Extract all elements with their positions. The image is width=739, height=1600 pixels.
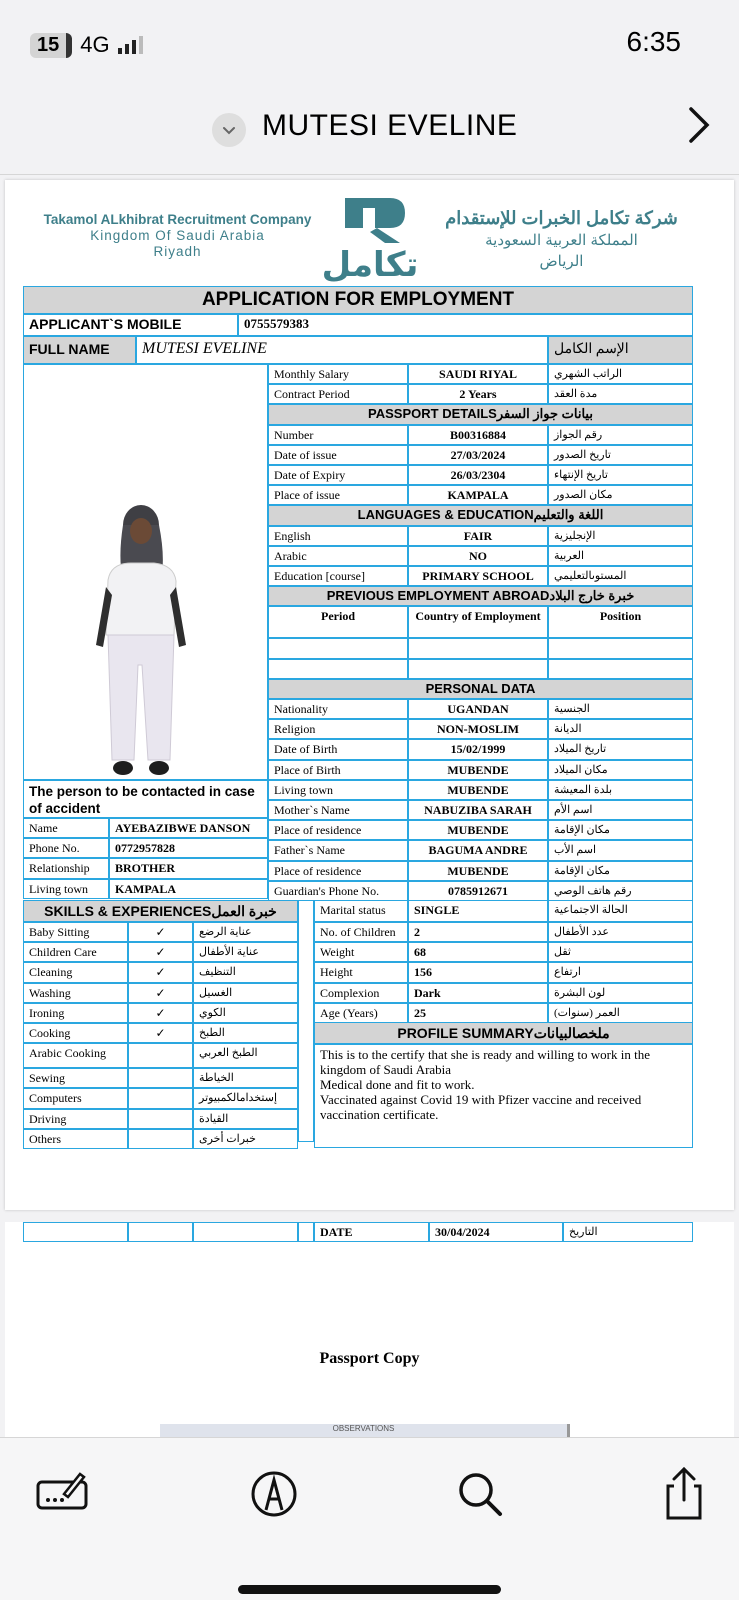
date-row-blank-1 — [23, 1222, 128, 1242]
search-icon — [452, 1466, 508, 1522]
misc-value: 25 — [408, 1003, 548, 1023]
personal-label: Nationality — [268, 699, 408, 719]
prev-empty-cell — [548, 638, 693, 658]
skill-check-icon — [128, 1068, 193, 1088]
skill-label: Computers — [23, 1088, 128, 1108]
misc-value: Dark — [408, 983, 548, 1003]
personal-value: MUBENDE — [408, 780, 548, 800]
skill-check-icon: ✓ — [128, 942, 193, 962]
date-ar: التاريخ — [563, 1222, 693, 1242]
fullname-label: FULL NAME — [23, 336, 136, 364]
skills-gap-column — [298, 900, 314, 1142]
prev-empty-cell — [268, 638, 408, 658]
skill-ar: خبرات أخرى — [193, 1129, 298, 1149]
personal-label: Place of Birth — [268, 760, 408, 780]
city-ar: الرياض — [539, 253, 584, 270]
skill-ar: الكوي — [193, 1003, 298, 1023]
date-label: DATE — [314, 1222, 429, 1242]
misc-value: 68 — [408, 942, 548, 962]
skill-label: Washing — [23, 983, 128, 1003]
personal-ar: اسم الأب — [548, 840, 693, 860]
status-bar — [0, 0, 739, 90]
personal-ar: الجنسية — [548, 699, 693, 719]
contact-header: The person to be contacted in case of accident — [23, 780, 268, 818]
skill-check-icon — [128, 1043, 193, 1068]
personal-ar: مكان الإقامة — [548, 861, 693, 881]
misc-label: No. of Children — [314, 922, 408, 942]
passport-scan-top — [160, 1424, 570, 1437]
passport-header: PASSPORT DETAILSبيانات جواز السفر — [268, 404, 693, 424]
passport-value: KAMPALA — [408, 485, 548, 505]
contact-label: Living town — [23, 879, 109, 899]
skill-label: Arabic Cooking — [23, 1043, 128, 1068]
pen-circle-icon — [246, 1466, 302, 1522]
contact-label: Relationship — [23, 858, 109, 878]
passport-label: Date of issue — [268, 445, 408, 465]
passport-ar: تاريخ الصدور — [548, 445, 693, 465]
skill-check-icon — [128, 1129, 193, 1149]
search-button[interactable] — [452, 1466, 508, 1522]
personal-label: Mother`s Name — [268, 800, 408, 820]
skill-check-icon: ✓ — [128, 1003, 193, 1023]
top-label: Contract Period — [268, 384, 408, 404]
mobile-label: APPLICANT`S MOBILE — [23, 314, 238, 336]
misc-ar: ثقل — [548, 942, 693, 962]
prev-empty-cell — [408, 659, 548, 679]
next-document-button[interactable] — [685, 101, 713, 156]
prev-empty-cell — [548, 659, 693, 679]
markup-button[interactable] — [34, 1466, 90, 1522]
status-left — [30, 32, 143, 58]
skill-label: Sewing — [23, 1068, 128, 1088]
form-title: APPLICATION FOR EMPLOYMENT — [23, 286, 693, 314]
personal-value: MUBENDE — [408, 861, 548, 881]
passport-ar: رقم الجواز — [548, 425, 693, 445]
languages-header: LANGUAGES & EDUCATIONاللغة والتعليم — [268, 505, 693, 525]
lang-ar: المستوىالتعليمي — [548, 566, 693, 586]
network-type: 4G — [80, 32, 110, 57]
company-name-en: Takamol ALkhibrat Recruitment Company — [43, 212, 312, 227]
skill-label: Cooking — [23, 1023, 128, 1043]
skill-check-icon — [128, 1088, 193, 1108]
personal-value: BAGUMA ANDRE — [408, 840, 548, 860]
passport-value: 26/03/2304 — [408, 465, 548, 485]
passport-label: Date of Expiry — [268, 465, 408, 485]
previous-employment-header: PREVIOUS EMPLOYMENT ABROADخبرة خارج البلاد — [268, 586, 693, 606]
document-page-2 — [5, 1222, 734, 1437]
contact-label: Phone No. — [23, 838, 109, 858]
skill-check-icon — [128, 1109, 193, 1129]
skill-label: Children Care — [23, 942, 128, 962]
misc-ar: عدد الأطفال — [548, 922, 693, 942]
title-menu-button[interactable] — [212, 113, 246, 147]
skill-check-icon: ✓ — [128, 922, 193, 942]
company-name-ar: شركة تكامل الخبرات للإستقدام — [445, 208, 678, 228]
top-ar: الراتب الشهري — [548, 364, 693, 384]
share-button[interactable] — [656, 1466, 712, 1522]
battery-indicator: 15 — [30, 33, 72, 58]
prev-col-country: Country of Employment — [408, 606, 548, 638]
personal-label: Guardian's Phone No. — [268, 881, 408, 901]
date-value: 30/04/2024 — [429, 1222, 563, 1242]
prev-empty-cell — [408, 638, 548, 658]
personal-value: UGANDAN — [408, 699, 548, 719]
skill-ar: التنظيف — [193, 962, 298, 982]
lang-label: English — [268, 526, 408, 546]
skill-ar: إستخدامالكمبيوتر — [193, 1088, 298, 1108]
signal-bars-icon — [118, 36, 143, 54]
bottom-toolbar — [0, 1437, 739, 1600]
personal-label: Place of residence — [268, 820, 408, 840]
misc-label: Marital status — [314, 900, 408, 922]
skill-ar: عناية الأطفال — [193, 942, 298, 962]
nav-bar — [0, 95, 739, 175]
passport-label: Place of issue — [268, 485, 408, 505]
skill-check-icon: ✓ — [128, 962, 193, 982]
skill-label: Cleaning — [23, 962, 128, 982]
passport-value: B00316884 — [408, 425, 548, 445]
prev-empty-cell — [268, 659, 408, 679]
misc-value: SINGLE — [408, 900, 548, 922]
misc-label: Weight — [314, 942, 408, 962]
personal-ar: تاريخ الميلاد — [548, 739, 693, 759]
document-title[interactable]: MUTESI EVELINE — [262, 109, 518, 142]
misc-ar: ارتفاع — [548, 962, 693, 982]
share-icon — [656, 1466, 712, 1522]
lang-label: Arabic — [268, 546, 408, 566]
passport-value: 27/03/2024 — [408, 445, 548, 465]
misc-ar: لون البشرة — [548, 983, 693, 1003]
lang-ar: الإنجليزية — [548, 526, 693, 546]
skill-label: Ironing — [23, 1003, 128, 1023]
personal-value: NABUZIBA SARAH — [408, 800, 548, 820]
personal-label: Living town — [268, 780, 408, 800]
top-ar: مدة العقد — [548, 384, 693, 404]
country-ar: المملكة العربية السعودية — [485, 232, 638, 249]
misc-value: 2 — [408, 922, 548, 942]
top-value: 2 Years — [408, 384, 548, 404]
personal-ar: الديانة — [548, 719, 693, 739]
observations-label: OBSERVATIONS — [332, 1424, 395, 1433]
misc-value: 156 — [408, 962, 548, 982]
skill-ar: الطبخ العربي — [193, 1043, 298, 1068]
skill-ar: الخياطة — [193, 1068, 298, 1088]
lang-value: FAIR — [408, 526, 548, 546]
fullname-value: MUTESI EVELINE — [136, 336, 548, 364]
lang-value: NO — [408, 546, 548, 566]
date-row-blank-2 — [128, 1222, 193, 1242]
contact-label: Name — [23, 818, 109, 838]
lang-label: Education [course] — [268, 566, 408, 586]
misc-label: Age (Years) — [314, 1003, 408, 1023]
city-en: Riyadh — [153, 244, 202, 259]
chevron-right-icon — [685, 101, 713, 145]
personal-value: MUBENDE — [408, 760, 548, 780]
skill-check-icon: ✓ — [128, 1023, 193, 1043]
personal-ar: مكان الميلاد — [548, 760, 693, 780]
personal-ar: رقم هاتف الوصي — [548, 881, 693, 901]
personal-data-header: PERSONAL DATA — [268, 679, 693, 699]
fullname-ar: الإسم الكامل — [548, 336, 693, 364]
annotate-button[interactable] — [246, 1466, 302, 1522]
country-en: Kingdom Of Saudi Arabia — [90, 228, 265, 243]
top-value: SAUDI RIYAL — [408, 364, 548, 384]
contact-value: BROTHER — [109, 858, 268, 878]
profile-header: PROFILE SUMMARYملخصالبيانات — [314, 1022, 693, 1044]
skill-label: Others — [23, 1129, 128, 1149]
applicant-photo — [86, 485, 196, 780]
contact-value: 0772957828 — [109, 838, 268, 858]
contact-value: KAMPALA — [109, 879, 268, 899]
mobile-value: 0755579383 — [238, 314, 693, 336]
skill-ar: القيادة — [193, 1109, 298, 1129]
photo-frame — [23, 364, 268, 780]
passport-ar: تاريخ الإنتهاء — [548, 465, 693, 485]
personal-label: Religion — [268, 719, 408, 739]
company-logo — [315, 188, 425, 283]
personal-value: 15/02/1999 — [408, 739, 548, 759]
application-form — [23, 286, 713, 1192]
personal-value: NON-MOSLIM — [408, 719, 548, 739]
svg-text:تكامل: تكامل — [321, 245, 419, 283]
personal-ar: اسم الأم — [548, 800, 693, 820]
status-time: 6:35 — [626, 26, 681, 57]
chevron-down-icon — [221, 122, 237, 138]
markup-icon — [34, 1466, 90, 1522]
passport-copy-title: Passport Copy — [319, 1350, 420, 1367]
misc-label: Height — [314, 962, 408, 982]
letterhead-english — [35, 212, 320, 260]
top-label: Monthly Salary — [268, 364, 408, 384]
skill-ar: عناية الرضع — [193, 922, 298, 942]
skill-ar: الغسيل — [193, 983, 298, 1003]
letterhead-arabic — [419, 206, 704, 272]
personal-ar: مكان الإقامة — [548, 820, 693, 840]
date-row-blank-3 — [193, 1222, 298, 1242]
contact-value: AYEBAZIBWE DANSON — [109, 818, 268, 838]
document-page-1 — [5, 180, 734, 1210]
profile-summary: This is to the certify that she is ready and willing to work in the kingdom of Saudi Arabia Medical done and fit to work. Vaccinated against Covid 19 with Pfizer vaccine and received vaccination certificate. — [314, 1044, 693, 1148]
skill-label: Driving — [23, 1109, 128, 1129]
skill-label: Baby Sitting — [23, 922, 128, 942]
date-row-blank-4 — [298, 1222, 314, 1242]
personal-label: Date of Birth — [268, 739, 408, 759]
skills-header: SKILLS & EXPERIENCESخبرة العمل — [23, 900, 298, 922]
personal-value: MUBENDE — [408, 820, 548, 840]
prev-col-period: Period — [268, 606, 408, 638]
misc-ar: الحالة الاجتماعية — [548, 900, 693, 922]
skill-check-icon: ✓ — [128, 983, 193, 1003]
passport-label: Number — [268, 425, 408, 445]
skill-ar: الطبخ — [193, 1023, 298, 1043]
personal-value: 0785912671 — [408, 881, 548, 901]
home-indicator — [238, 1585, 501, 1594]
misc-ar: العمر (سنوات) — [548, 1003, 693, 1023]
misc-label: Complexion — [314, 983, 408, 1003]
date-row — [23, 1222, 713, 1242]
lang-value: PRIMARY SCHOOL — [408, 566, 548, 586]
passport-ar: مكان الصدور — [548, 485, 693, 505]
prev-col-position: Position — [548, 606, 693, 638]
lang-ar: العربية — [548, 546, 693, 566]
personal-ar: بلدة المعيشة — [548, 780, 693, 800]
personal-label: Father`s Name — [268, 840, 408, 860]
personal-label: Place of residence — [268, 861, 408, 881]
